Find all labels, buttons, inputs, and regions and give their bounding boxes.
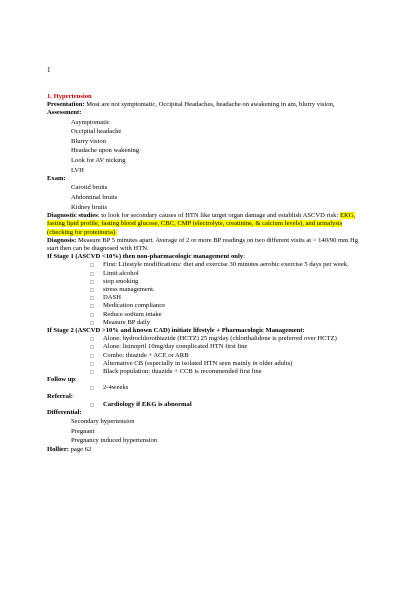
stage1-heading: If Stage 1 (ASCVD <10%) then non-pharmacologic management only: [47, 253, 244, 261]
stage2-item-text: Alone: lisinopril 10mg/day complicated HTN first line: [103, 343, 248, 351]
page-number: 1: [47, 66, 51, 74]
bullet-marker: □: [90, 270, 94, 276]
stage1-item-text: stop smoking: [103, 277, 139, 285]
list-item: [80, 302, 359, 310]
bullet-marker: □: [90, 278, 94, 284]
stage2-item-text: Alternative CB (especially in isolated HTN seen mainly in older adults): [103, 359, 293, 367]
bullet-marker: □: [90, 360, 94, 366]
bullet-marker: □: [90, 319, 94, 325]
presentation-paragraph: [47, 101, 359, 109]
exam-label: Exam:: [47, 175, 66, 183]
stage1-heading-line: [47, 253, 359, 261]
assessment-item: Blurry vision: [71, 137, 106, 145]
stage2-item-text: Alone: hydrochlorothiazide (HCTZ) 25 mg/day (chlorthalidone is preferred over HCTZ): [103, 335, 337, 343]
diagnosis-paragraph: [47, 237, 359, 253]
assessment-item: Headache upon wakening: [71, 147, 140, 155]
stage1-item-text: First: Lifestyle modifications: diet and exercise 30 minutes aerobic exercise 5 days per week.: [103, 261, 349, 269]
diagnostic-label: Diagnostic studies: [47, 212, 98, 220]
stage1-item-text: stress management.: [103, 285, 155, 293]
stage1-item-text: Medication compliance: [103, 302, 166, 310]
stage1-item-text: Limit alcohol: [103, 269, 139, 277]
assessment-item: Asymptomatic: [71, 118, 110, 126]
bullet-marker: □: [90, 262, 94, 268]
followup-label: Follow up: [47, 376, 76, 384]
bullet-marker: □: [90, 385, 94, 391]
bullet-marker: □: [90, 303, 94, 309]
assessment-item: Look for AV nicking: [71, 156, 126, 164]
exam-item: Abdominal bruits: [71, 193, 118, 201]
list-item: [80, 261, 359, 269]
list-item: [80, 368, 359, 376]
list-item: [80, 286, 359, 294]
stage1-heading-suffix: :: [243, 253, 245, 261]
assessment-item: LVH: [71, 166, 84, 174]
presentation-text: Most are not symptomatic, Occipital Headaches, headache on awakening in am, blurry vision,: [84, 101, 335, 109]
list-item: [80, 335, 359, 343]
differential-label: Differential:: [47, 409, 82, 417]
differential-item: Pregnancy induced hypertension: [71, 437, 158, 445]
stage1-list: [47, 261, 359, 327]
stage2-item-text: Black population: thiazide + CCB is recommended first line: [103, 368, 262, 376]
list-item: [80, 384, 359, 392]
bullet-marker: □: [90, 295, 94, 301]
bullet-marker: □: [90, 344, 94, 350]
followup-list: [47, 384, 359, 392]
followup-item-text: 2-4weeks: [103, 384, 129, 392]
exam-item: Kidney bruits: [71, 203, 108, 211]
differential-item: Secondary hypertension: [71, 418, 135, 426]
assessment-label: Assessment:: [47, 109, 82, 117]
reference-line: [47, 446, 359, 454]
list-item: [80, 319, 359, 327]
bullet-marker: □: [90, 311, 94, 317]
differential-list: [47, 417, 359, 446]
stage2-heading: If Stage 2 (ASCVD >10% and known CAD) initiate lifestyle + Pharmacologic Management:: [47, 327, 305, 334]
exam-item: Carotid bruits: [71, 184, 108, 192]
bullet-marker: □: [90, 401, 94, 407]
reference-text: page 62: [68, 446, 92, 454]
diagnosis-label: Diagnosis:: [47, 236, 77, 244]
list-item: [80, 311, 359, 319]
exam-list: [47, 183, 359, 212]
list-item: [80, 343, 359, 351]
referral-item-text: Cardiology if EKG is abnormal: [103, 400, 192, 408]
followup-suffix: :: [75, 376, 77, 384]
stage2-item-text: Combo: thiazide + ACE or ARB: [103, 351, 189, 359]
referral-list: [47, 401, 359, 409]
diagnosis-text: Measure BP 5 minutes apart. Average of 2 or more BP readings on two different visits at > 140/90 mm Hg start then can be diagnosed with HTN.: [47, 236, 359, 252]
followup-line: [47, 376, 359, 384]
diagnostic-highlight: EKG, fasting lipid profile, fasting blood glucose, CBC, CMP (electrolyte, creatinine, & calcium levels), and urinalysis (checking for proteinuria).: [47, 212, 356, 236]
list-item: [80, 401, 359, 409]
diagnostic-paragraph: [47, 212, 359, 237]
document-content: [47, 93, 359, 454]
assessment-list: [47, 118, 359, 176]
reference-label: Hollier:: [47, 446, 69, 454]
bullet-marker: □: [90, 286, 94, 292]
list-item: [80, 278, 359, 286]
list-item: [80, 294, 359, 302]
referral-label: Referral:: [47, 392, 73, 400]
list-item: [80, 360, 359, 368]
bullet-marker: □: [90, 369, 94, 375]
presentation-label: Presentation:: [47, 101, 85, 109]
list-item: [80, 270, 359, 278]
diagnostic-text: : to look for secondary causes of HTN like target organ damage and establish ASCVD risk:: [97, 212, 340, 220]
differential-item: Pregnant: [71, 427, 95, 435]
bullet-marker: □: [90, 352, 94, 358]
stage1-item-text: Measure BP daily: [103, 318, 151, 326]
list-item: [80, 352, 359, 360]
section-title: 1. Hypertension: [47, 93, 92, 100]
stage1-item-text: DASH: [103, 294, 121, 302]
bullet-marker: □: [90, 336, 94, 342]
stage2-list: [47, 335, 359, 376]
stage1-item-text: Reduce sodium intake: [103, 310, 162, 318]
assessment-item: Occipital headache: [71, 128, 122, 136]
